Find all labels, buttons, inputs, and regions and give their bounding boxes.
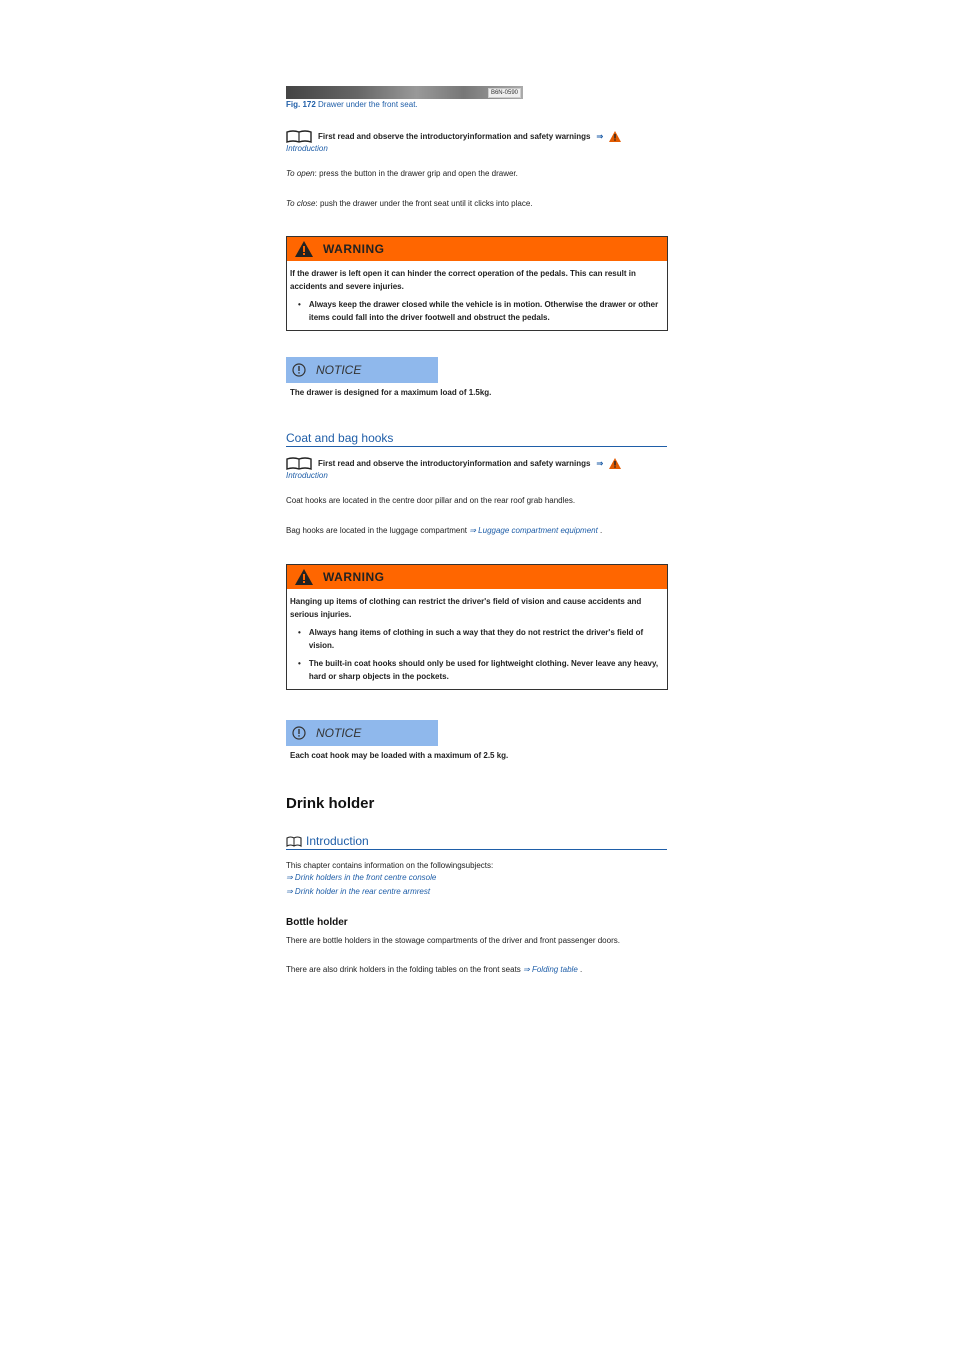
figure-code: B6N-0590 — [488, 88, 521, 98]
warning-bullet-text: Always keep the drawer closed while the vehicle is in motion. Otherwise the drawer or other items could fall into the driver footwell and obstruct the pedals. — [308, 300, 659, 322]
warning-icon — [295, 241, 313, 257]
open-instruction — [286, 168, 518, 180]
figure-caption-text: Drawer under the front seat. — [318, 100, 418, 109]
book-icon — [286, 836, 302, 847]
figure-image — [286, 86, 523, 99]
introduction-link[interactable]: Introduction — [286, 471, 328, 480]
figure-caption — [286, 100, 418, 109]
warning-header — [287, 237, 667, 261]
section-title-coat-hooks: Coat and bag hooks — [286, 431, 667, 447]
read-first-notice — [286, 130, 668, 155]
open-label: To open — [286, 169, 315, 178]
link-front-centre-console[interactable]: ⇒ Drink holders in the front centre console — [286, 873, 437, 882]
notice-box-drawer — [286, 357, 438, 383]
coat-p2-end: . — [597, 526, 603, 535]
close-text: : push the drawer under the front seat until it clicks into place. — [315, 199, 533, 208]
read-first-arrow: ⇒ — [596, 459, 604, 468]
warning-body-text: If the drawer is left open it can hinder the correct operation of the pedals. This can result in accidents and severe injuries. — [290, 269, 636, 291]
link-rear-centre-armrest[interactable]: ⇒ Drink holder in the rear centre armrest — [286, 887, 431, 896]
bottle-paragraph-2 — [286, 964, 582, 976]
warning-triangle-icon — [609, 458, 621, 469]
book-icon — [286, 457, 312, 470]
notice-icon — [292, 726, 306, 740]
close-instruction — [286, 198, 533, 210]
notice-title: NOTICE — [316, 363, 362, 377]
notice-text: Each coat hook may be loaded with a maximum of 2.5 kg. — [290, 751, 509, 760]
read-first-text: First read and observe the introductoryinformation and safety warnings — [318, 459, 591, 468]
warning-bullet-text: Always hang items of clothing in such a way that they do not restrict the driver's field of vision. — [308, 628, 644, 650]
warning-bullet: • Always hang items of clothing in such a way that they do not restrict the driver's field of vision. — [290, 626, 659, 652]
bottle-p2-text: There are also drink holders in the folding tables on the front seats — [286, 965, 521, 974]
warning-title: WARNING — [323, 242, 385, 256]
warning-bullet-text: The built-in coat hooks should only be used for lightweight clothing. Never leave any heavy, hard or sharp objects in the pockets. — [308, 659, 659, 681]
folding-table-link[interactable]: ⇒ Folding table — [523, 965, 578, 974]
warning-bullet: • The built-in coat hooks should only be used for lightweight clothing. Never leave any heavy, hard or sharp objects in the pockets. — [298, 659, 659, 681]
introduction-title: Introduction — [306, 834, 369, 848]
figure-label: Fig. 172 — [286, 100, 316, 109]
coat-p2-text: Bag hooks are located in the luggage compartment — [286, 526, 468, 535]
warning-box-drawer — [286, 236, 668, 331]
warning-body-text: Hanging up items of clothing can restrict the driver's field of vision and cause accidents and serious injuries. — [290, 597, 642, 619]
notice-text: The drawer is designed for a maximum load of 1.5kg. — [290, 388, 492, 397]
luggage-compartment-link[interactable]: ⇒ Luggage compartment equipment — [469, 526, 598, 535]
warning-bullet: • Always keep the drawer closed while the vehicle is in motion. Otherwise the drawer or other items could fall into the driver footwell and obstruct the pedals. — [298, 300, 659, 322]
notice-icon — [292, 363, 306, 377]
notice-box-coat-hook — [286, 720, 438, 746]
warning-icon — [295, 569, 313, 585]
intro-text: This chapter contains information on the followingsubjects: — [286, 861, 494, 870]
bottle-paragraph-1: There are bottle holders in the stowage compartments of the driver and front passenger doors. — [286, 936, 620, 945]
warning-header — [287, 565, 667, 589]
warning-title: WARNING — [323, 570, 385, 584]
section-title-introduction — [286, 834, 667, 850]
open-text: : press the button in the drawer grip and open the drawer. — [314, 169, 518, 178]
introduction-link[interactable]: Introduction — [286, 144, 328, 153]
subheading-bottle-holder: Bottle holder — [286, 917, 348, 928]
read-first-arrow: ⇒ — [596, 132, 604, 141]
read-first-notice-2 — [286, 457, 668, 482]
bottle-p2-end: . — [577, 965, 583, 974]
coat-paragraph-2 — [286, 525, 602, 537]
coat-paragraph-1: Coat hooks are located in the centre door pillar and on the rear roof grab handles. — [286, 496, 576, 505]
book-icon — [286, 130, 312, 143]
warning-box-clothing — [286, 564, 668, 690]
chapter-heading: Drink holder — [286, 795, 375, 812]
read-first-text: First read and observe the introductoryinformation and safety warnings — [318, 132, 591, 141]
close-label: To close — [286, 199, 316, 208]
warning-triangle-icon — [609, 131, 621, 142]
notice-title: NOTICE — [316, 726, 362, 740]
